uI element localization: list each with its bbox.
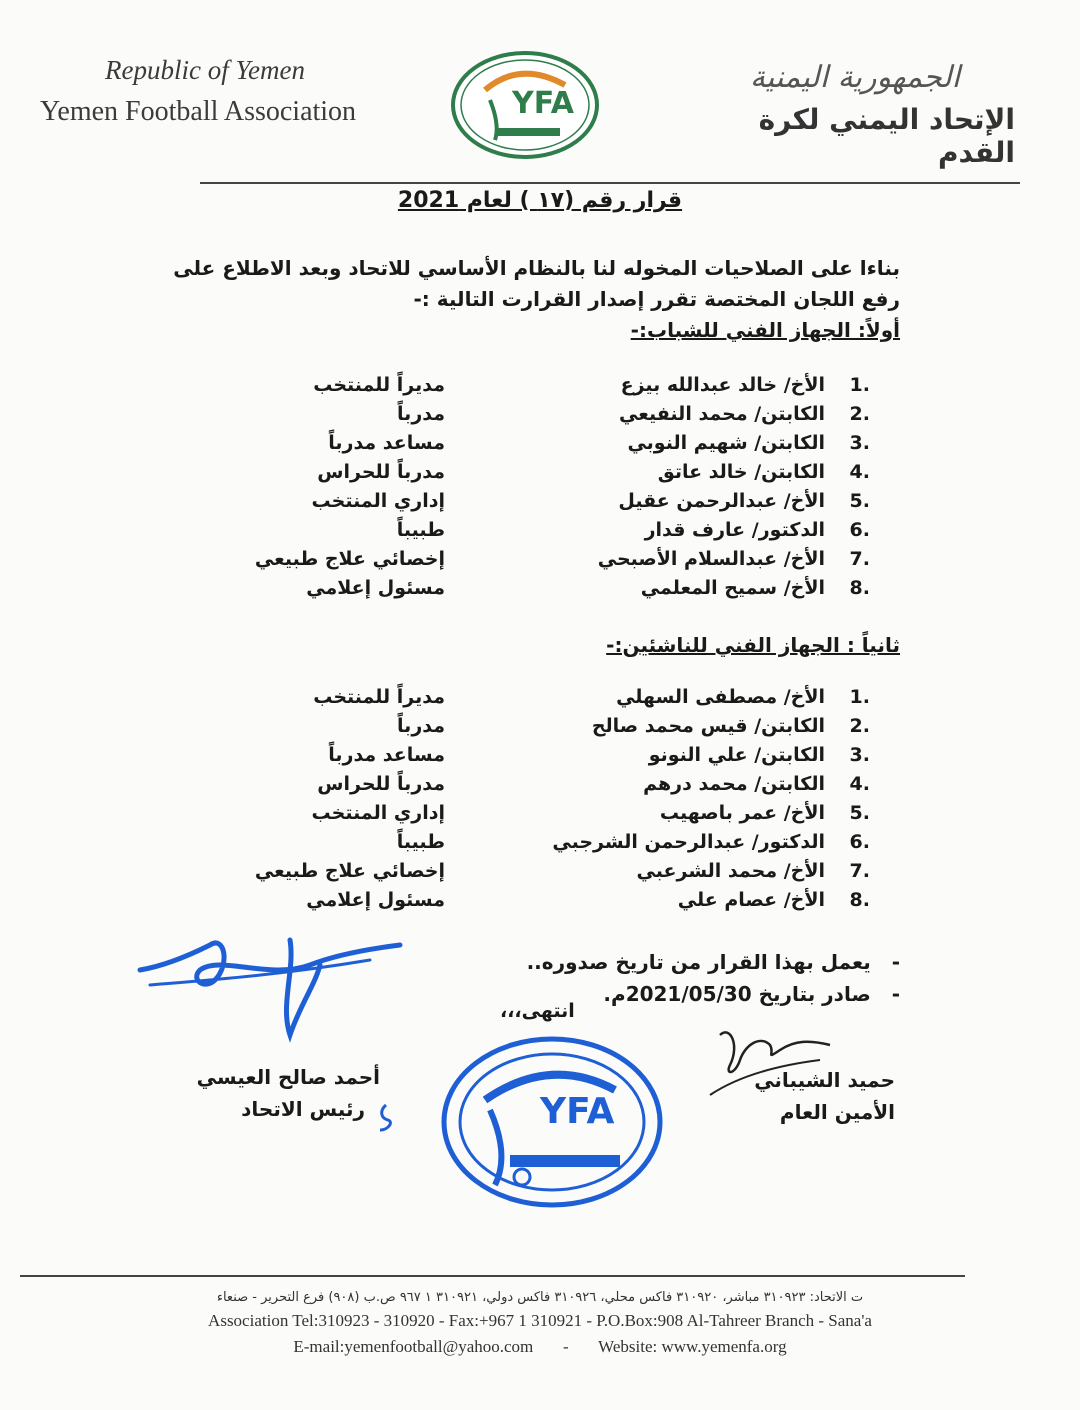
president-title: رئيس الاتحاد: [241, 1097, 365, 1121]
footer-web: E-mail:yemenfootball@yahoo.com - Website: www.yemenfa.org: [293, 1337, 787, 1356]
note-effective: - يعمل بهذا القرار من تاريخ صدوره..: [526, 950, 900, 974]
header-divider: [200, 182, 1020, 184]
section2-title: ثانياً : الجهاز الفني للناشئين:-: [606, 633, 900, 657]
association-label: Yemen Football Association: [40, 96, 357, 127]
list-item: 6. الدكتور/ عارف قدار طبيباً: [396, 519, 870, 541]
svg-text:YFA: YFA: [512, 86, 574, 121]
list-item: 6. الدكتور/ عبدالرحمن الشرجبي طبيباً: [396, 831, 870, 853]
secretary-block: [700, 1068, 895, 1124]
association-arabic-label: الإتحاد اليمني لكرة القدم: [758, 103, 1015, 169]
list-item: 5. الأخ/ عمر باصهيب إداري المنتخب: [311, 802, 870, 824]
secretary-title: الأمين العام: [779, 1100, 895, 1124]
president-block: [160, 1065, 380, 1121]
note-issued: - صادر بتاريخ 2021/05/30م.: [603, 982, 900, 1006]
republic-label: Republic of Yemen: [105, 55, 305, 85]
arabic-header: [675, 60, 1015, 169]
closing-text: انتهى،،،: [500, 1000, 575, 1022]
english-header: [40, 55, 440, 128]
president-signature-icon: [130, 925, 410, 1045]
list-item: 2. الكابتن/ قيس محمد صالح مدرباً: [397, 715, 870, 737]
list-item: 5. الأخ/ عبدالرحمن عقيل إداري المنتخب: [311, 490, 870, 512]
list-item: 4. الكابتن/ خالد عاتق مدرباً للحراس: [317, 461, 870, 483]
yfa-logo-icon: [450, 50, 600, 160]
section1-title: أولاً: الجهاز الفني للشباب:-: [630, 318, 900, 342]
footer-contact: Association Tel:310923 - 310920 - Fax:+967 1 310921 - P.O.Box:908 Al-Tahreer Branch - Sana'a: [208, 1311, 872, 1330]
list-item: 7. الأخ/ محمد الشرعبي إخصائي علاج طبيعي: [254, 860, 870, 882]
footer-divider: [20, 1275, 965, 1277]
list-item: 7. الأخ/ عبدالسلام الأصبحي إخصائي علاج طبيعي: [254, 548, 870, 570]
decision-title: قرار رقم (١٧ ) لعام 2021: [397, 188, 683, 213]
secretary-name: حميد الشيباني: [754, 1068, 895, 1092]
republic-arabic-label: الجمهورية اليمنية: [749, 60, 960, 95]
svg-text:YFA: YFA: [540, 1091, 615, 1132]
intro-paragraph: بناءا على الصلاحيات المخوله لنا بالنظام الأساسي للاتحاد وبعد الاطلاع على رفع اللجان المختصة تقرر إصدار القرارت التالية :-: [173, 256, 900, 311]
footer-email[interactable]: E-mail:yemenfootball@yahoo.com: [293, 1337, 534, 1356]
list-item: 4. الكابتن/ محمد درهم مدرباً للحراس: [317, 773, 870, 795]
footer-arabic: ت الاتحاد: ٣١٠٩٢٣ مباشر، ٣١٠٩٢٠ فاكس محلي، ٣١٠٩٢٦ فاكس دولي، ٣١٠٩٢١ ١ ٩٦٧ ص.ب (٩٠٨) فرع التحرير - صنعاء: [216, 1290, 864, 1305]
official-stamp-icon: [440, 1035, 665, 1210]
list-item: 3. الكابتن/ شهيم النوبي مساعد مدرباً: [328, 432, 870, 454]
list-item: 8. الأخ/ عصام علي مسئول إعلامي: [306, 889, 870, 911]
list-item: 3. الكابتن/ علي النونو مساعد مدرباً: [328, 744, 870, 766]
list-item: 1. الأخ/ مصطفى السهلي مديراً للمنتخب: [313, 686, 870, 708]
list-item: 8. الأخ/ سميح المعلمي مسئول إعلامي: [306, 577, 870, 599]
footer-website[interactable]: Website: www.yemenfa.org: [598, 1337, 787, 1356]
president-name: أحمد صالح العيسي: [196, 1065, 380, 1089]
list-item: 2. الكابتن/ محمد النفيعي مدرباً: [397, 403, 870, 425]
list-item: 1. الأخ/ خالد عبدالله بيزع مديراً للمنتخب: [313, 374, 870, 396]
